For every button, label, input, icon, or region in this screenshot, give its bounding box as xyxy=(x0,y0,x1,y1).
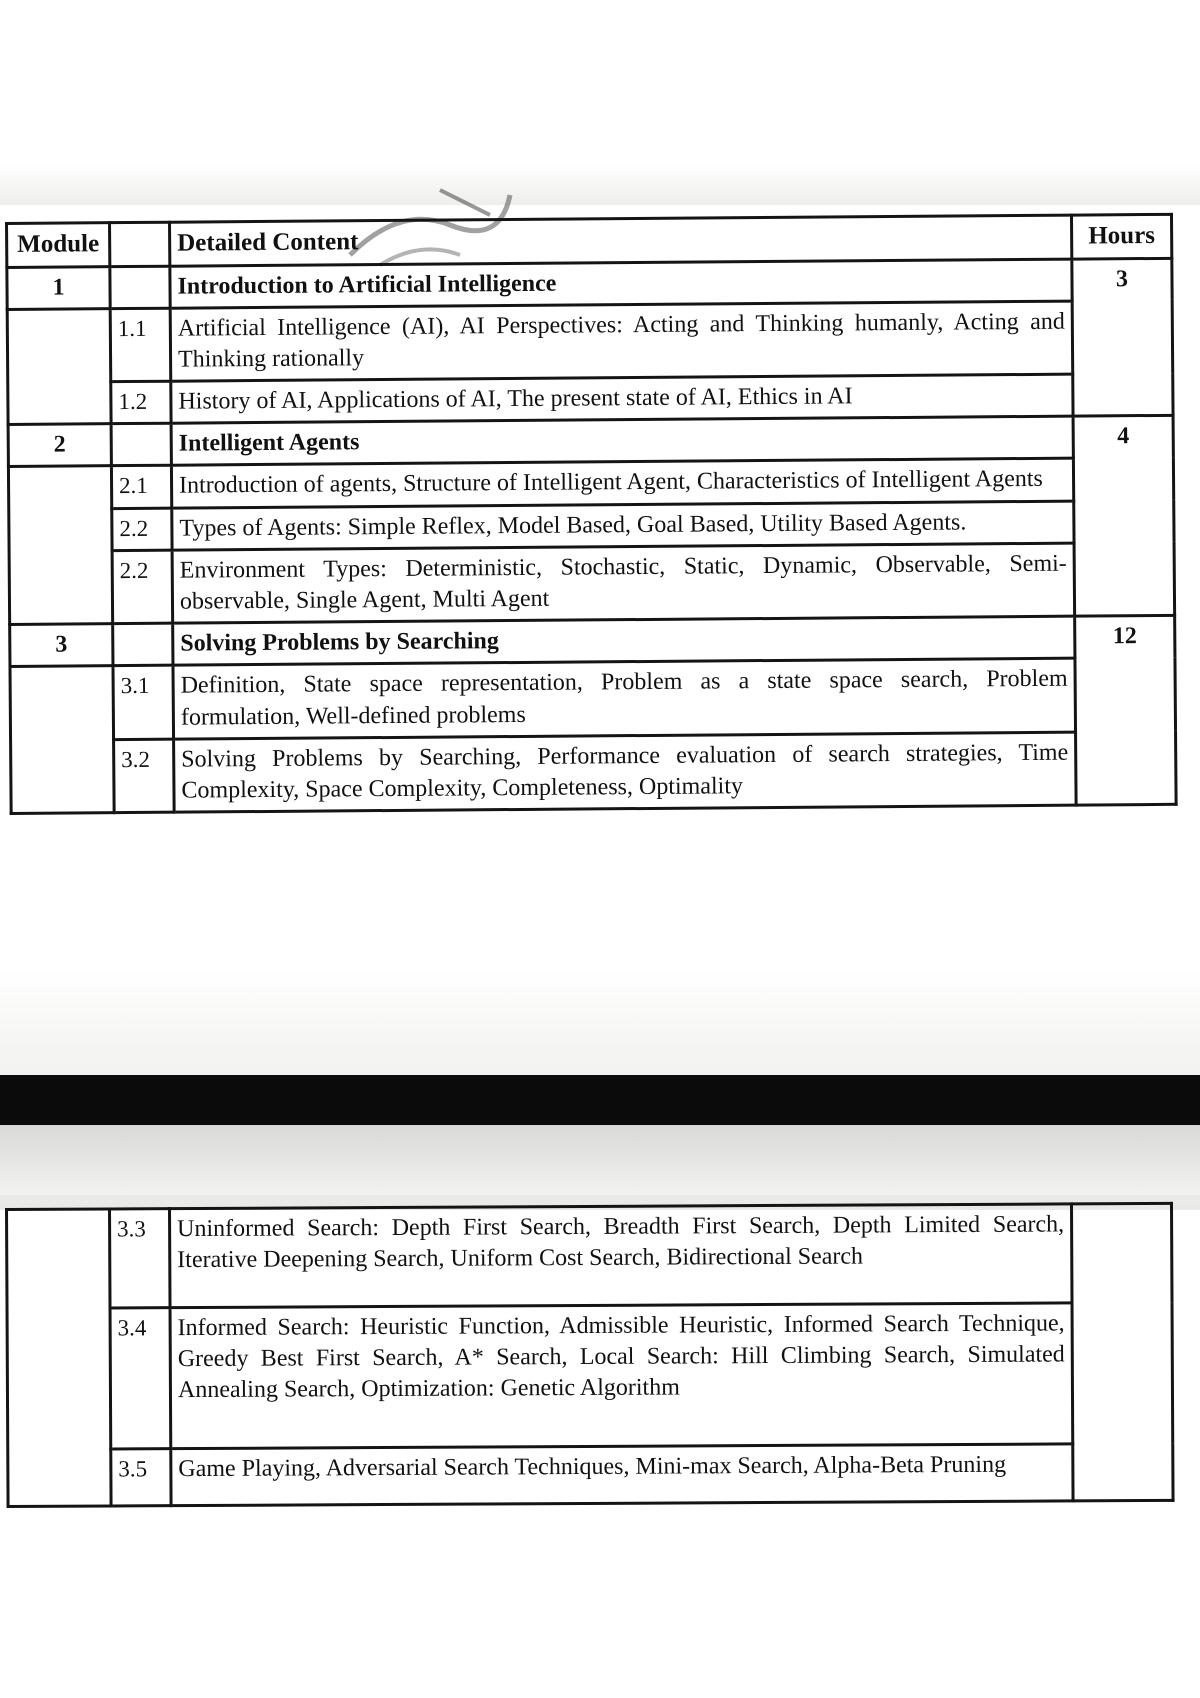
sub-number: 3.5 xyxy=(111,1449,171,1506)
content-text: Types of Agents: Simple Reflex, Model Based, Goal Based, Utility Based Agents. xyxy=(172,501,1074,550)
scan-margin-bottom xyxy=(0,1510,1200,1698)
module-hours: 12 xyxy=(1075,616,1176,806)
module-number: 2 xyxy=(8,424,111,467)
content-text: Introduction of agents, Structure of Intelligent Agent, Characteristics of Intelligent Agents xyxy=(171,459,1073,508)
content-text: Game Playing, Adversarial Search Techniques, Mini-max Search, Alpha-Beta Pruning xyxy=(171,1444,1073,1506)
module-title: Intelligent Agents xyxy=(171,416,1073,465)
sub-number: 1.2 xyxy=(111,381,171,424)
sub-number: 2.2 xyxy=(112,550,173,624)
sub-number: 3.1 xyxy=(113,666,174,740)
module-hours: 3 xyxy=(1072,258,1173,417)
syllabus-table-page-1 xyxy=(5,213,1178,815)
content-text: Informed Search: Heuristic Function, Admissible Heuristic, Informed Search Technique, Greedy Best First Search, A* Search, Local Search: Hill Climbing Search, Simulated Annealing Search, Optimization: Genetic Algorithm xyxy=(170,1303,1073,1449)
header-subno xyxy=(110,222,170,266)
module-number xyxy=(10,666,114,814)
table-row xyxy=(7,300,1173,383)
module-number xyxy=(7,308,111,424)
table-row xyxy=(7,1203,1173,1308)
header-detailed-content: Detailed Content xyxy=(170,215,1072,266)
table-row xyxy=(10,658,1176,741)
sub-number: 2.2 xyxy=(112,508,172,551)
syllabus-table-page-2 xyxy=(5,1202,1175,1508)
module-hours: 4 xyxy=(1073,416,1175,617)
content-text: Solving Problems by Searching, Performance evaluation of search strategies, Time Complexity, Space Complexity, Completeness, Optimality xyxy=(174,732,1077,812)
content-text: Environment Types: Deterministic, Stochastic, Static, Dynamic, Observable, Semi-observable, Single Agent, Multi Agent xyxy=(172,543,1075,623)
content-text: Artificial Intelligence (AI), AI Perspectives: Acting and Thinking humanly, Acting and Thinking rationally xyxy=(170,301,1073,381)
header-hours: Hours xyxy=(1071,214,1171,258)
sub-number: 3.2 xyxy=(114,739,175,813)
table-row xyxy=(7,1302,1173,1449)
sub-number xyxy=(110,266,170,309)
header-module: Module xyxy=(7,223,110,267)
module-title: Solving Problems by Searching xyxy=(173,616,1075,665)
module-number: 1 xyxy=(7,266,110,309)
sub-number: 3.4 xyxy=(110,1308,171,1449)
sub-number: 3.3 xyxy=(110,1209,171,1308)
content-text: Definition, State space representation, Problem as a state space search, Problem formulation, Well-defined problems xyxy=(173,658,1076,738)
module-hours xyxy=(1071,1203,1173,1501)
table-row xyxy=(9,542,1175,625)
content-text: Uninformed Search: Depth First Search, Breadth First Search, Depth Limited Search, Iterative Deepening Search, Uniform Cost Search, Bidirectional Search xyxy=(170,1204,1073,1308)
content-text: History of AI, Applications of AI, The present state of AI, Ethics in AI xyxy=(171,374,1073,423)
module-number xyxy=(7,1209,112,1507)
sub-number xyxy=(111,423,171,466)
table-row xyxy=(11,731,1177,814)
sub-number: 2.1 xyxy=(111,466,171,509)
module-title: Introduction to Artificial Intelligence xyxy=(170,259,1072,308)
sub-number xyxy=(113,623,173,666)
module-number: 3 xyxy=(10,624,113,667)
table-row xyxy=(8,1443,1173,1506)
module-number xyxy=(8,466,112,625)
scan-margin-top xyxy=(0,0,1200,205)
scan-shadow xyxy=(0,1125,1200,1195)
scan-dark-band xyxy=(0,1075,1200,1125)
sub-number: 1.1 xyxy=(110,308,171,382)
